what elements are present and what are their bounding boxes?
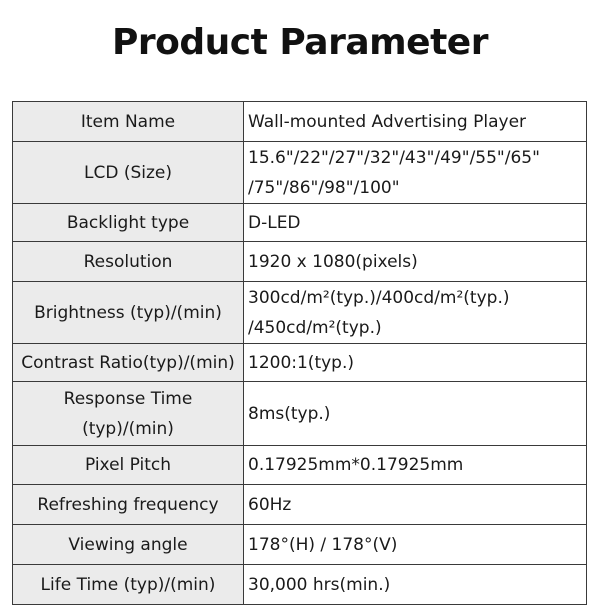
- row-value: Wall-mounted Advertising Player: [244, 102, 587, 142]
- row-value: 1920 x 1080(pixels): [244, 242, 587, 282]
- row-label: Resolution: [13, 242, 244, 282]
- row-value: D-LED: [244, 204, 587, 242]
- row-label: LCD (Size): [13, 142, 244, 204]
- row-label: Backlight type: [13, 204, 244, 242]
- table-row-contrast-ratio: [13, 344, 587, 382]
- row-value: 60Hz: [244, 485, 587, 525]
- table-row-life-time: [13, 565, 587, 605]
- table-row-resolution: [13, 242, 587, 282]
- value-line: 15.6"/22"/27"/32"/43"/49"/55"/65": [248, 147, 540, 168]
- table-row-brightness: [13, 282, 587, 344]
- label-line: Response Time: [63, 388, 193, 409]
- table-row-refreshing-frequency: [13, 485, 587, 525]
- table-row-response-time: [13, 382, 587, 446]
- row-value: [244, 282, 587, 344]
- row-label: Pixel Pitch: [13, 446, 244, 485]
- row-value: 30,000 hrs(min.): [244, 565, 587, 605]
- row-value: 8ms(typ.): [244, 382, 587, 446]
- row-value: 1200:1(typ.): [244, 344, 587, 382]
- row-label: [13, 382, 244, 446]
- row-label: Brightness (typ)/(min): [13, 282, 244, 344]
- table-row-pixel-pitch: [13, 446, 587, 485]
- label-line: (typ)/(min): [82, 418, 174, 439]
- row-label: Contrast Ratio(typ)/(min): [13, 344, 244, 382]
- table-row-item-name: [13, 102, 587, 142]
- table-row-lcd-size: [13, 142, 587, 204]
- product-parameter-table: [12, 101, 587, 605]
- table-row-backlight-type: [13, 204, 587, 242]
- page-title: Product Parameter: [112, 22, 488, 63]
- value-line: /450cd/m²(typ.): [248, 317, 382, 338]
- row-value: 0.17925mm*0.17925mm: [244, 446, 587, 485]
- value-line: 300cd/m²(typ.)/400cd/m²(typ.): [248, 287, 510, 308]
- row-value: 178°(H) / 178°(V): [244, 525, 587, 565]
- value-line: /75"/86"/98"/100": [248, 177, 400, 198]
- row-label: Life Time (typ)/(min): [13, 565, 244, 605]
- row-label: Refreshing frequency: [13, 485, 244, 525]
- row-label: Item Name: [13, 102, 244, 142]
- table-row-viewing-angle: [13, 525, 587, 565]
- row-value: [244, 142, 587, 204]
- row-label: Viewing angle: [13, 525, 244, 565]
